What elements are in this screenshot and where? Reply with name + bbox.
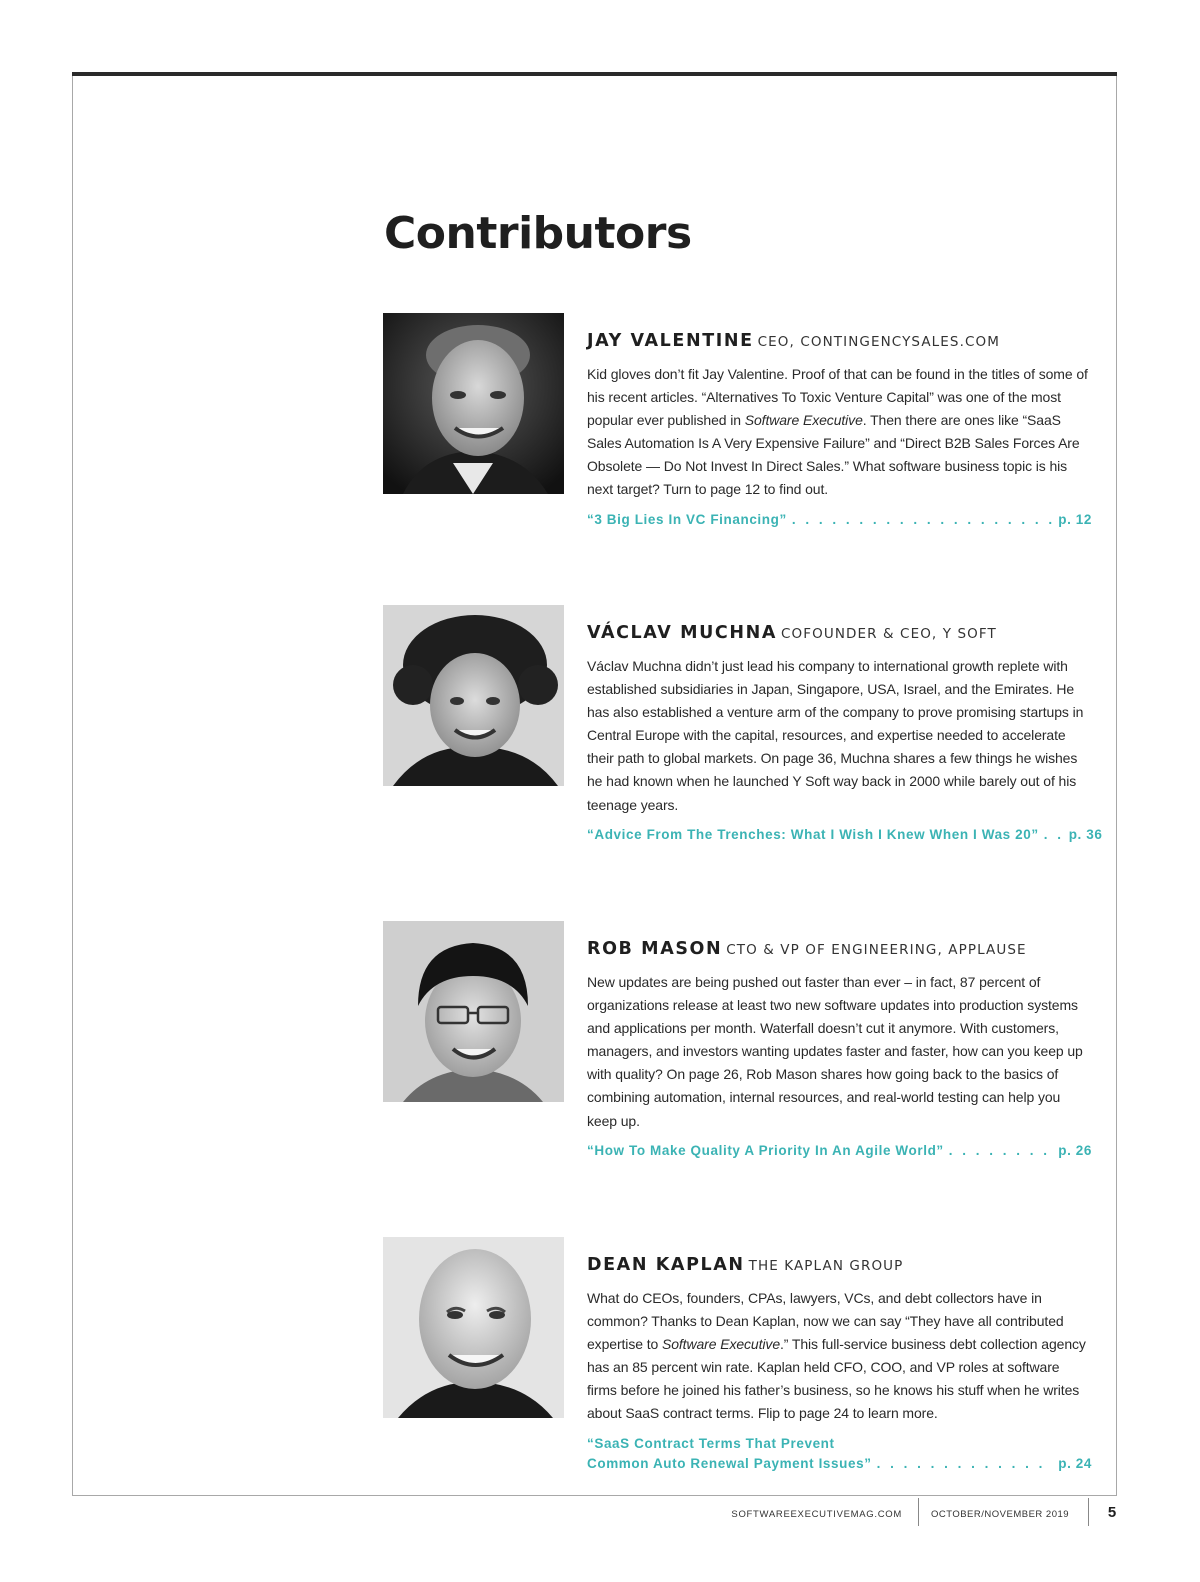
contributor-role: THE KAPLAN GROUP: [748, 1258, 904, 1274]
article-page-ref: p. 26: [1058, 1142, 1092, 1158]
contributor-bio: What do CEOs, founders, CPAs, lawyers, VCs, and debt collectors have in common? Thanks to Dean Kaplan, now we can say “They have all contributed expertise to Software Executive.” This full-service business debt collection agency has an 85 percent win rate. Kaplan held CFO, COO, and VP roles at software firms before he joined his father’s business, so he knows his stuff when he writes about SaaS contract terms. Flip to page 24 to learn more.: [587, 1290, 1086, 1422]
contributor-name: DEAN KAPLAN: [587, 1255, 745, 1275]
page-border-left: [72, 76, 73, 1496]
contributor-name: JAY VALENTINE: [587, 331, 754, 351]
article-link[interactable]: [587, 1141, 1092, 1161]
footer-divider: [1088, 1498, 1089, 1526]
contributor-name: VÁCLAV MUCHNA: [587, 623, 777, 643]
portrait-photo: [383, 605, 564, 786]
contributor-rob-mason: [383, 921, 1093, 1171]
footer-divider: [918, 1498, 919, 1526]
article-page-ref: p. 36: [1068, 826, 1103, 842]
publication-name: Software Executive: [744, 412, 863, 429]
article-link[interactable]: [587, 1434, 1092, 1474]
article-title: “3 Big Lies In VC Financing”: [587, 511, 787, 527]
contributor-bio: New updates are being pushed out faster than ever – in fact, 87 percent of organizations release at least two new software updates into production systems and applications per month. Waterfall doesn’t cut it anymore. With customers, managers, and investors wanting updates faster and faster, how can you keep up with quality? On page 26, Rob Mason shares how going back to the basics of combining automation, internal resources, and real-world testing can help you keep up.: [587, 974, 1083, 1129]
contributor-role: CEO, CONTINGENCYSALES.COM: [757, 334, 1000, 350]
page-title: Contributors: [384, 208, 692, 259]
contributor-dean-kaplan: [383, 1237, 1093, 1477]
contributor-bio: Kid gloves don’t fit Jay Valentine. Proof of that can be found in the titles of some of his recent articles. “Alternatives To Toxic Venture Capital” was one of the most popular ever published in Software Executive. Then there are ones like “SaaS Sales Automation Is A Very Expensive Failure” and “Direct B2B Sales Forces Are Obsolete — Do Not Invest In Direct Sales.” What software business topic is his next target? Turn to page 12 to find out.: [587, 366, 1088, 498]
footer-website: SOFTWAREEXECUTIVEMAG.COM: [731, 1509, 902, 1520]
contributor-vaclav-muchna: [383, 605, 1103, 855]
article-link[interactable]: [587, 510, 1092, 530]
portrait-rob-mason: [383, 921, 564, 1102]
contributor-role: COFOUNDER & CEO, Y SOFT: [781, 626, 997, 642]
article-title: “SaaS Contract Terms That Prevent Common Auto Renewal Payment Issues”: [587, 1435, 872, 1471]
contributor-jay-valentine: [383, 313, 1093, 538]
page-number: 5: [1107, 1504, 1117, 1521]
dot-leader: [792, 510, 1053, 530]
portrait-photo: [383, 1237, 564, 1418]
footer-issue-date: OCTOBER/NOVEMBER 2019: [930, 1509, 1070, 1520]
portrait-dean-kaplan: [383, 1237, 564, 1418]
publication-name: Software Executive: [661, 1336, 781, 1353]
portrait-photo: [383, 921, 564, 1102]
article-title: “Advice From The Trenches: What I Wish I Knew When I Was 20”: [587, 826, 1039, 842]
contributor-role: CTO & VP OF ENGINEERING, APPLAUSE: [726, 942, 1027, 958]
dot-leader: [877, 1454, 1054, 1474]
portrait-vaclav-muchna: [383, 605, 564, 786]
contributor-name: ROB MASON: [587, 939, 723, 959]
article-page-ref: p. 12: [1058, 511, 1092, 527]
top-rule: [72, 72, 1117, 76]
portrait-jay-valentine: [383, 313, 564, 494]
contributor-bio: Václav Muchna didn’t just lead his company to international growth replete with established subsidiaries in Japan, Singapore, USA, Israel, and the Emirates. He has also established a venture arm of the company to prove promising startups in Central Europe with the capital, resources, and expertise needed to accelerate their path to global markets. On page 36, Muchna shares a few things he wishes he had known when he launched Y Soft way back in 2000 while barely out of his teenage years.: [587, 658, 1084, 813]
dot-leader: [1044, 825, 1064, 845]
article-page-ref: p. 24: [1058, 1455, 1092, 1471]
article-title: “How To Make Quality A Priority In An Agile World”: [587, 1142, 944, 1158]
page-border-bottom: [72, 1495, 1117, 1496]
dot-leader: [949, 1141, 1053, 1161]
portrait-photo: [383, 313, 564, 494]
article-link[interactable]: [587, 825, 1103, 845]
page-border-right: [1116, 76, 1117, 1496]
